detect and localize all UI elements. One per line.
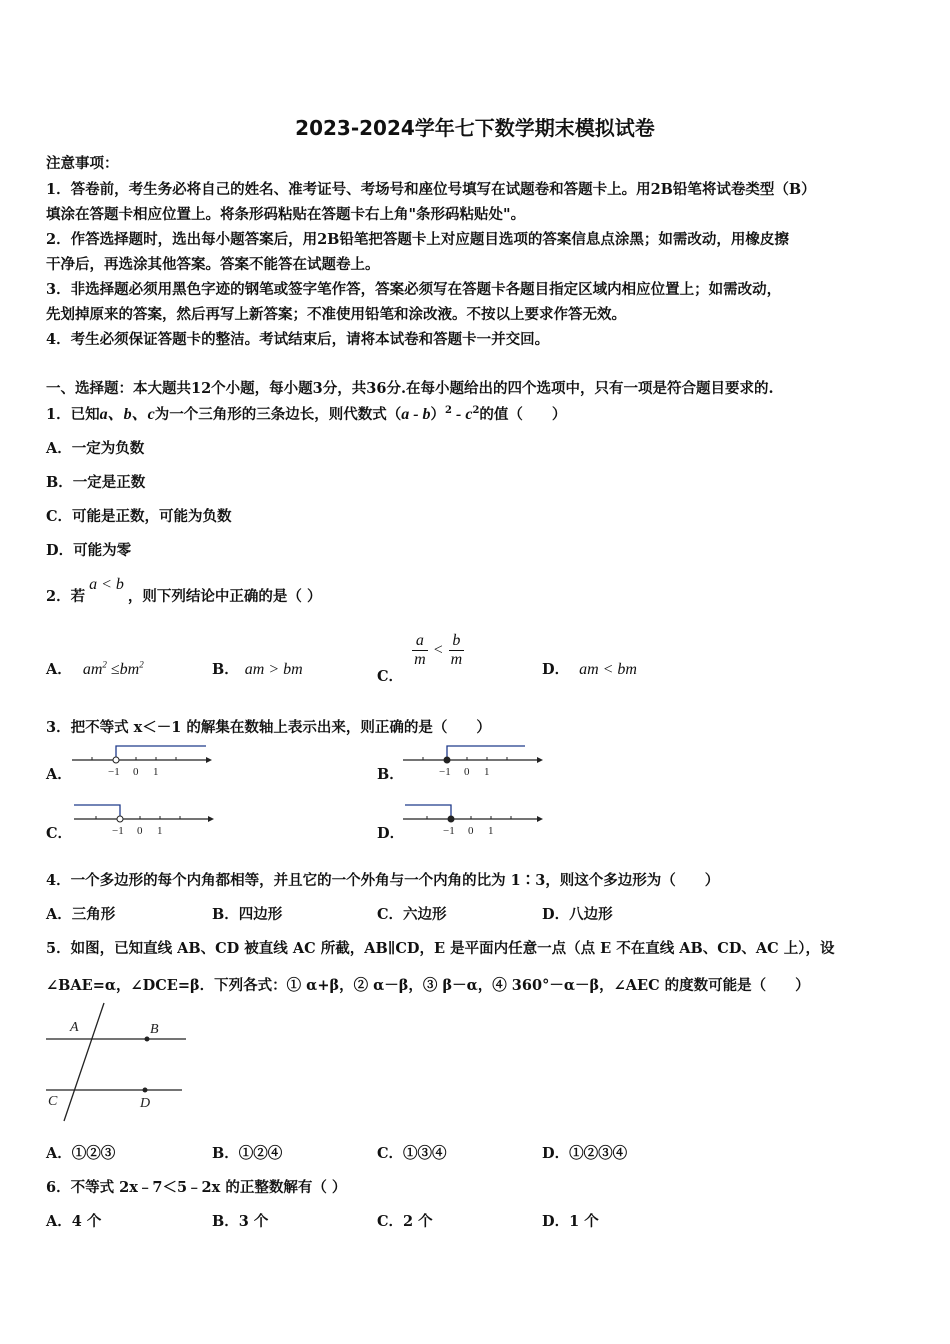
q5-option-c: C．①③④ (377, 1145, 447, 1162)
tick-label: 1 (157, 825, 163, 837)
question-5-stem: 5．如图，已知直线 AB、CD 被直线 AC 所截，AB∥CD，E 是平面内任意一点（点 E 不在直线 AB、CD、AC 上），设 (46, 940, 835, 957)
q3-number-line-b (403, 742, 543, 782)
q2-option-d: D． am < bm (542, 661, 637, 678)
tick-label: 0 (133, 766, 139, 778)
q2-option-b: B． am > bm (212, 661, 303, 678)
tick-label: −1 (439, 766, 451, 778)
q3-number-line-d (403, 801, 543, 841)
notice-line: 2．作答选择题时，选出每小题答案后，用2B铅笔把答题卡上对应题目选项的答案信息点涂黑；如需改动，用橡皮擦 (46, 231, 789, 248)
tick-label: 1 (484, 766, 490, 778)
point-label-d: D (140, 1096, 151, 1111)
question-4-stem: 4．一个多边形的每个内角都相等，并且它的一个外角与一个内角的比为 1∶3，则这个多边形为（ ） (46, 872, 720, 889)
q6-option-d: D．1 个 (542, 1213, 599, 1230)
notice-line: 4．考生必须保证答题卡的整洁。考试结束后，请将本试卷和答题卡一并交回。 (46, 331, 550, 348)
tick-label: 0 (137, 825, 143, 837)
q1-option-b: B．一定是正数 (46, 474, 146, 491)
notice-line: 先划掉原来的答案，然后再写上新答案；不准使用铅笔和涂改液。不按以上要求作答无效。 (46, 306, 626, 323)
question-3-stem: 3．把不等式 x＜－1 的解集在数轴上表示出来，则正确的是（ ） (46, 719, 491, 736)
notice-line: 干净后，再选涂其他答案。答案不能答在试题卷上。 (46, 256, 380, 273)
q5-option-a: A．①②③ (46, 1145, 116, 1162)
q3-option-d-label: D． (377, 825, 405, 842)
q6-option-a: A．4 个 (46, 1213, 102, 1230)
question-6-stem: 6．不等式 2x﹣7＜5﹣2x 的正整数解有（ ） (46, 1179, 347, 1196)
tick-label: 0 (468, 825, 474, 837)
q6-option-c: C．2 个 (377, 1213, 433, 1230)
tick-label: 1 (488, 825, 494, 837)
tick-label: −1 (443, 825, 455, 837)
q5-option-b: B．①②④ (212, 1145, 283, 1162)
q4-option-d: D．八边形 (542, 906, 613, 923)
section-heading: 一、选择题：本大题共12个小题，每小题3分，共36分.在每小题给出的四个选项中，只有一项是符合题目要求的. (46, 380, 774, 397)
q1-option-a: A．一定为负数 (46, 440, 145, 457)
tick-label: −1 (108, 766, 120, 778)
tick-label: 0 (464, 766, 470, 778)
notice-line: 3．非选择题必须用黑色字迹的钢笔或签字笔作答，答案必须写在答题卡各题目指定区域内相应位置上；如需改动， (46, 281, 782, 298)
q3-number-line-c (74, 801, 214, 841)
question-5-stem-2: ∠BAE=α，∠DCE=β．下列各式：① α+β，② α－β，③ β－α，④ 360°－α－β，∠AEC 的度数可能是（ ） (46, 977, 810, 994)
q3-number-line-a (72, 742, 212, 782)
q2-option-c: C． $\frac{a}{m}$ < $\frac{b}{m}$ (377, 632, 463, 685)
q1-option-d: D．可能为零 (46, 542, 132, 559)
point-label-a: A (70, 1020, 79, 1035)
q6-option-b: B．3 个 (212, 1213, 269, 1230)
q1-option-c: C．可能是正数，可能为负数 (46, 508, 232, 525)
tick-label: −1 (112, 825, 124, 837)
q4-option-b: B．四边形 (212, 906, 283, 923)
notice-line: 1．答卷前，考生务必将自己的姓名、准考证号、考场号和座位号填写在试题卷和答题卡上。用2B铅笔将试卷类型（B） (46, 181, 816, 198)
q2-option-a: A． $am^2 \le bm^2$ (46, 659, 144, 678)
question-1-stem: 1．已知a、b、c为一个三角形的三条边长，则代数式$(a - b)^2 - c^2$的值（ ） (46, 405, 567, 423)
point-label-c: C (48, 1094, 58, 1109)
q3-option-b-label: B． (377, 766, 404, 783)
q3-option-a-label: A． (46, 766, 72, 783)
question-2-stem: 2．若a < b，则下列结论中正确的是（ ） (46, 576, 322, 605)
q4-option-a: A．三角形 (46, 906, 116, 923)
q3-option-c-label: C． (46, 825, 73, 842)
q5-geometry-figure (44, 1003, 189, 1123)
q4-option-c: C．六边形 (377, 906, 447, 923)
tick-label: 1 (153, 766, 159, 778)
notice-heading: 注意事项： (46, 155, 119, 172)
notice-line: 填涂在答题卡相应位置上。将条形码粘贴在答题卡右上角"条形码粘贴处"。 (46, 206, 526, 223)
q5-option-d: D．①②③④ (542, 1145, 628, 1162)
point-label-b: B (150, 1022, 159, 1037)
page-title: 2023-2024学年七下数学期末模拟试卷 (295, 116, 655, 140)
